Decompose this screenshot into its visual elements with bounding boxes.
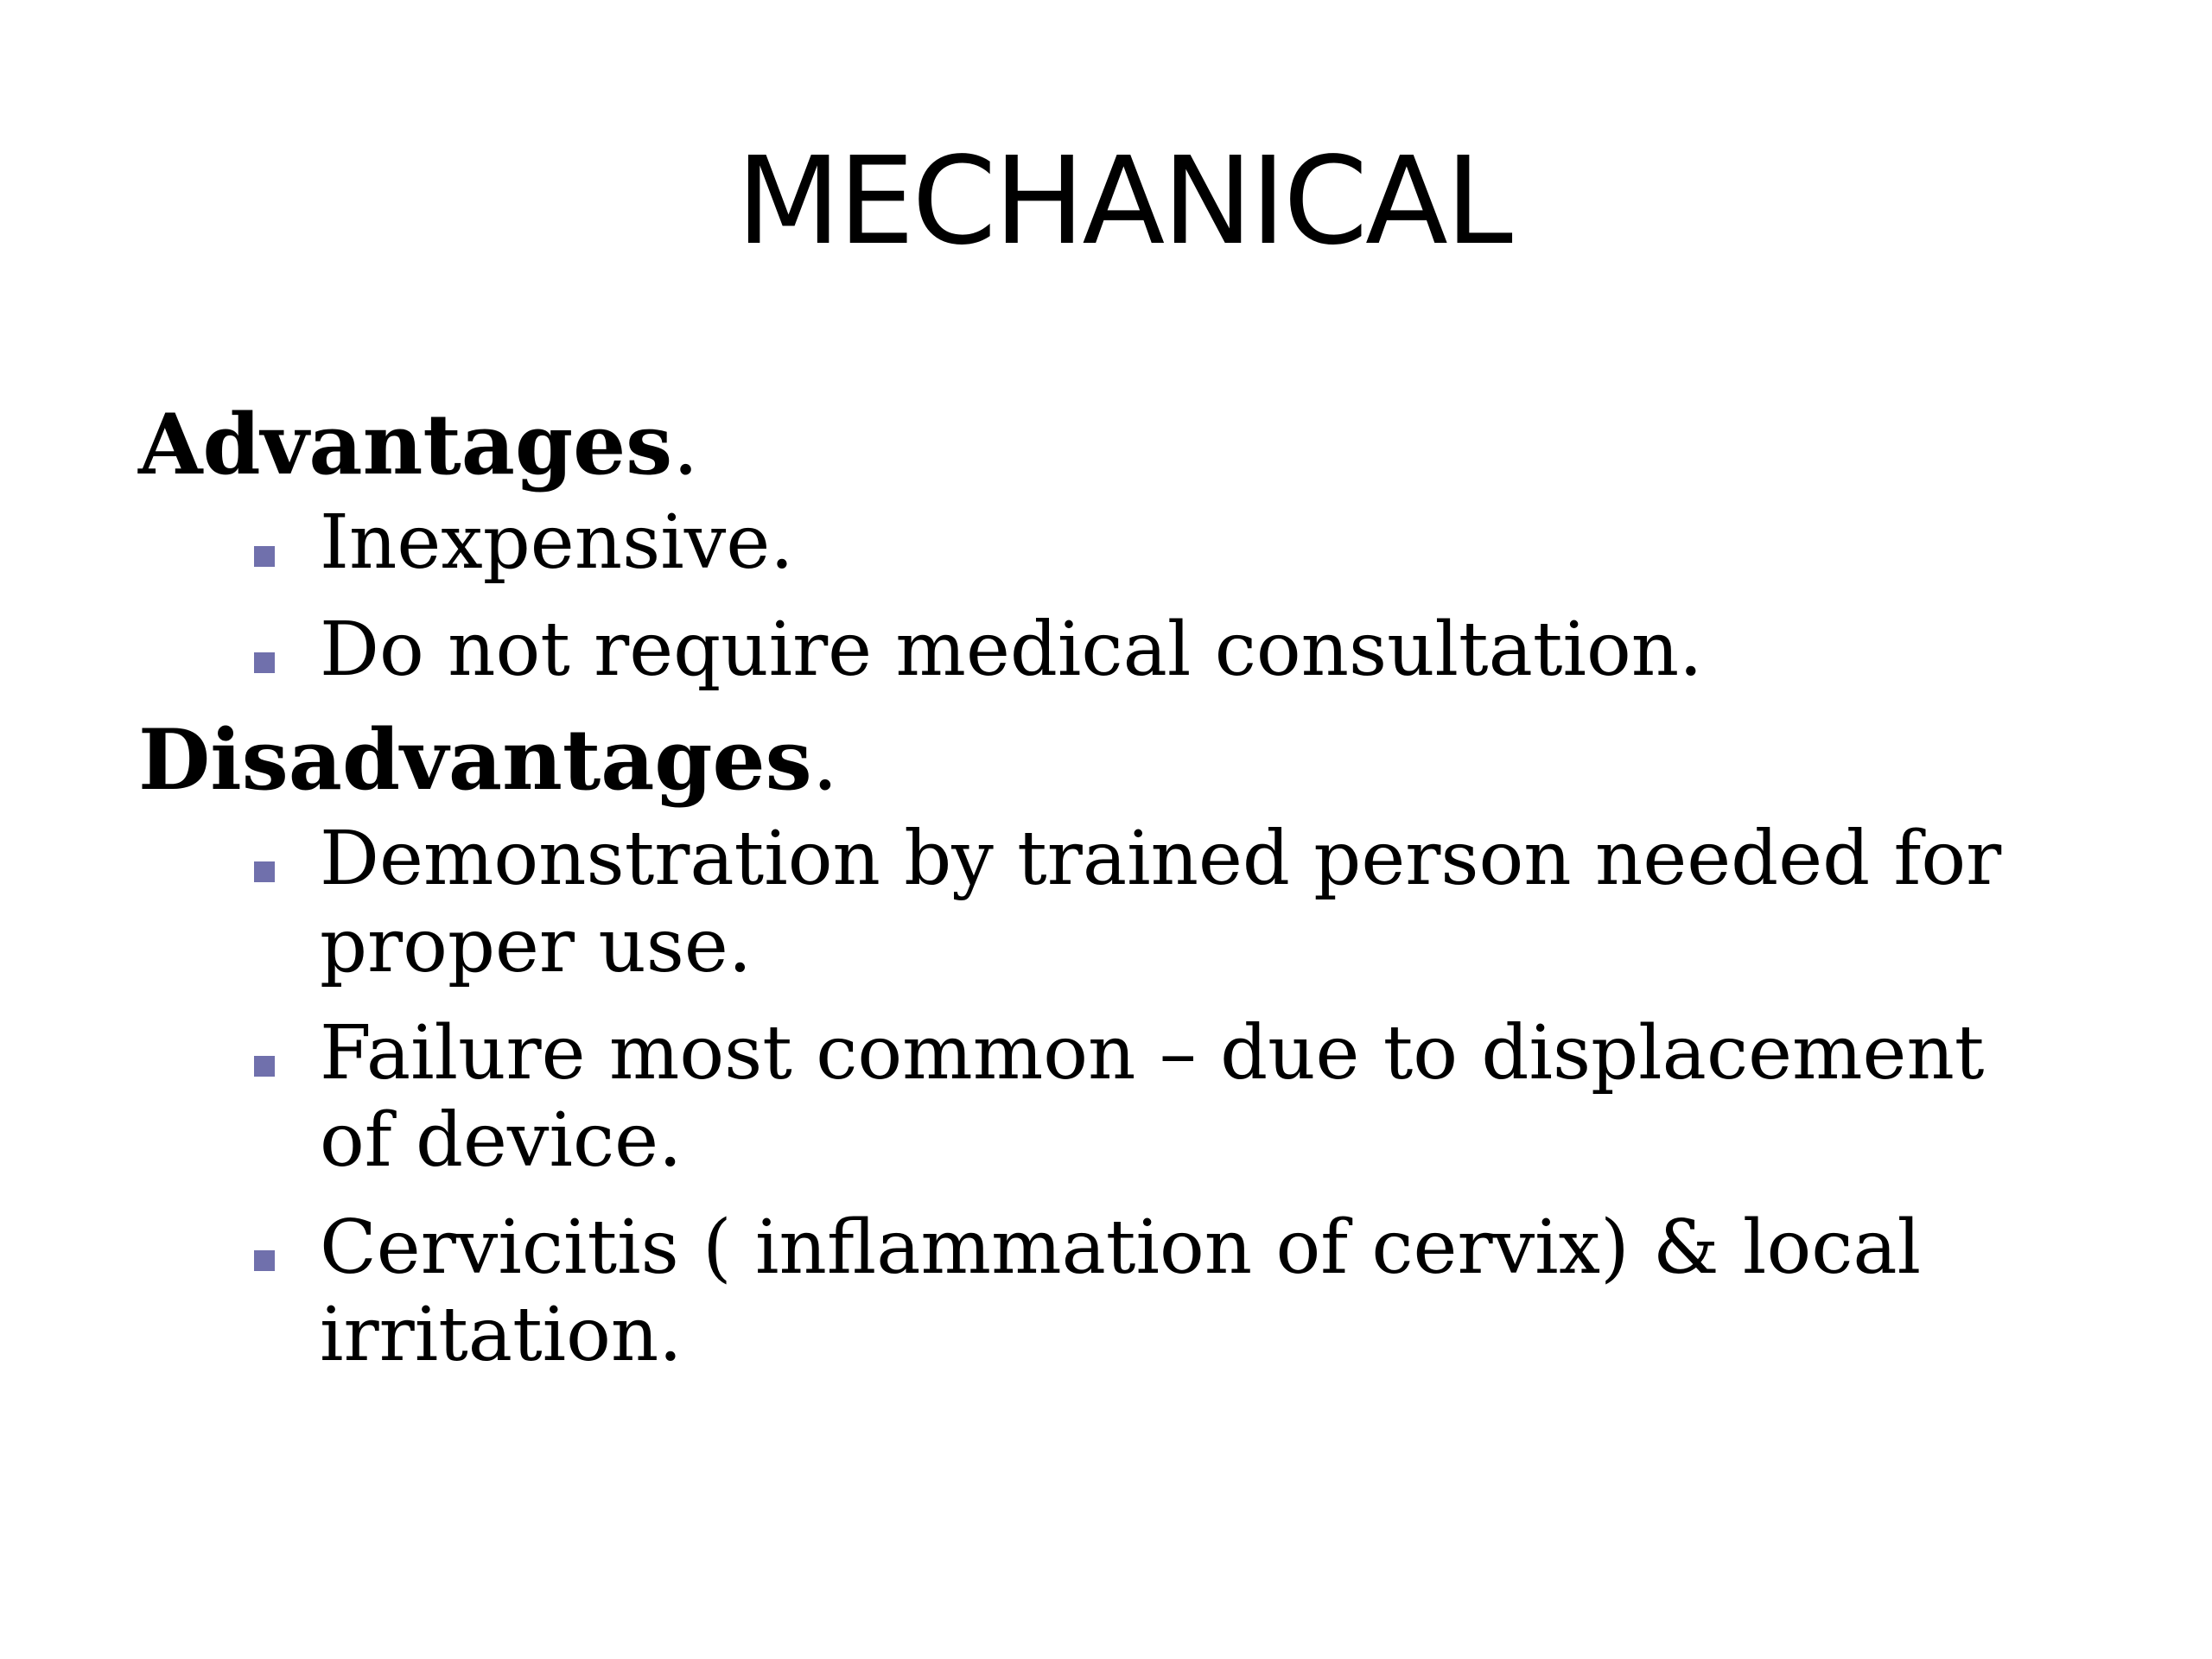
square-bullet-icon [254,1250,275,1271]
slide-content [138,397,2074,1399]
section-heading [138,713,2074,808]
section-advantages [138,397,2074,694]
section-heading [138,397,2074,493]
square-bullet-icon [254,652,275,673]
bullet-list [138,816,2074,1380]
list-item [138,607,2074,694]
list-item [138,816,2074,991]
item-text: Do not require medical consultation. [320,606,1703,693]
item-text: Demonstration by trained person needed for proper use. [320,815,2002,990]
list-item [138,499,2074,587]
item-text: Cervicitis ( inflammation of cervix) & local irritation. [320,1204,1922,1379]
list-item [138,1205,2074,1380]
heading-text: Disadvantages [138,711,812,810]
square-bullet-icon [254,546,275,567]
item-text: Inexpensive. [320,499,794,587]
slide-title: MECHANICAL [736,131,1510,272]
square-bullet-icon [254,861,275,882]
heading-text: Advantages [138,396,673,493]
item-text: Failure most common – due to displacement of device. [320,1009,1985,1185]
square-bullet-icon [254,1056,275,1077]
heading-punct: . [672,397,699,493]
section-disadvantages [138,713,2074,1379]
bullet-list [138,499,2074,694]
list-item [138,1010,2074,1185]
heading-punct: . [811,712,839,810]
